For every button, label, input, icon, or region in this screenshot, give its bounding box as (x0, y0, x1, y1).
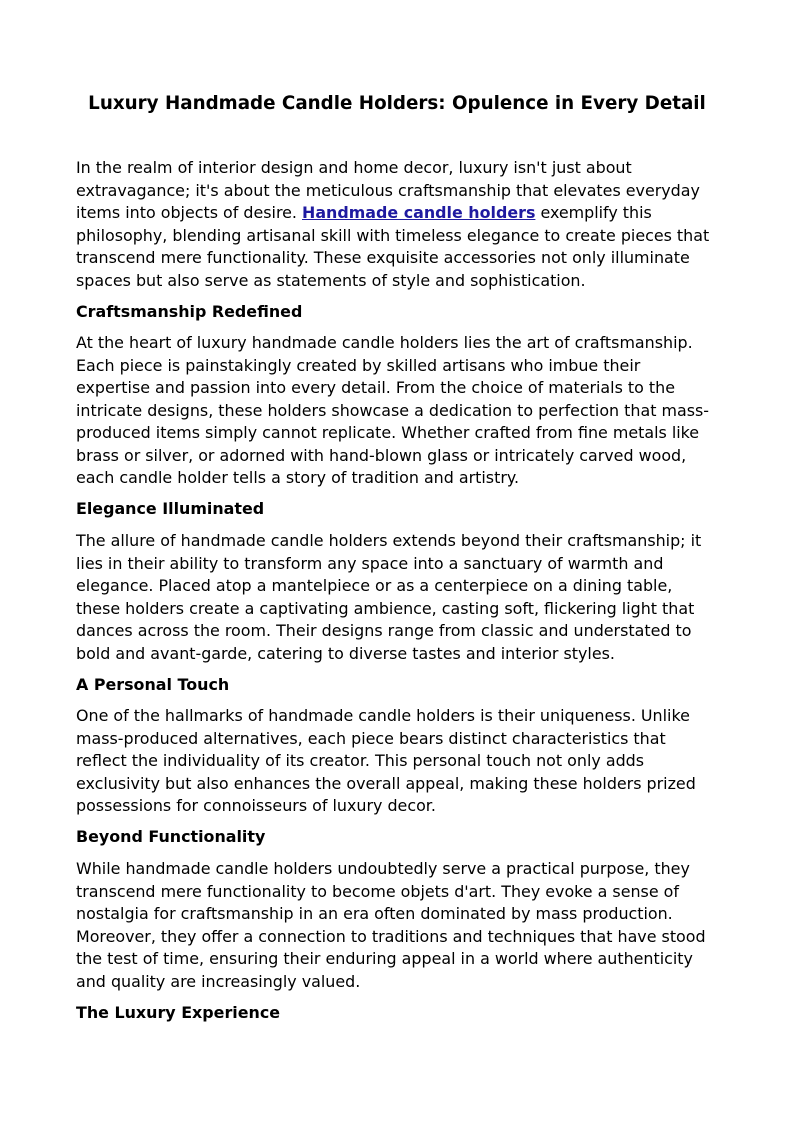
intro-line-3 (76, 202, 718, 225)
paragraph-line: possessions for connoisseurs of luxury decor. (76, 796, 436, 815)
paragraph-line: produced items simply cannot replicate. Whether crafted from fine metals like (76, 423, 700, 442)
intro-paragraph (76, 157, 718, 292)
intro-line-3-end: exemplify this (535, 203, 652, 222)
intro-line-2: extravagance; it's about the meticulous craftsmanship that elevates everyday (76, 180, 700, 200)
section-paragraph-personal-touch (76, 705, 718, 818)
paragraph-line: lies in their ability to transform any space into a sanctuary of warmth and (76, 553, 664, 573)
section-paragraph-beyond-functionality (76, 858, 718, 993)
paragraph-line: and quality are increasingly valued. (76, 971, 361, 991)
intro-line-3-start: items into objects of desire. (76, 203, 303, 222)
paragraph-line: intricate designs, these holders showcase a dedication to perfection that mass- (76, 400, 710, 420)
section-heading-luxury-experience: The Luxury Experience (76, 1003, 281, 1022)
paragraph-line: brass or silver, or adorned with hand-blown glass or intricately carved wood, (76, 445, 687, 465)
paragraph-line: nostalgia for craftsmanship in an era often dominated by mass production. (76, 904, 673, 923)
section-paragraph-elegance (76, 530, 718, 665)
paragraph-line: transcend mere functionality to become objets d'art. They evoke a sense of (76, 881, 679, 901)
intro-line-4: philosophy, blending artisanal skill with timeless elegance to create pieces that (76, 225, 710, 245)
handmade-candle-holders-link[interactable]: Handmade candle holders (302, 203, 536, 222)
page-title: Luxury Handmade Candle Holders: Opulence in Every Detail (88, 93, 706, 114)
section-heading-beyond-functionality: Beyond Functionality (76, 827, 266, 846)
paragraph-line: Each piece is painstakingly created by skilled artisans who imbue their (76, 355, 641, 375)
paragraph-line: At the heart of luxury handmade candle holders lies the art of craftsmanship. (76, 333, 693, 352)
paragraph-line: Moreover, they offer a connection to traditions and techniques that have stood (76, 926, 706, 946)
paragraph-line: The allure of handmade candle holders extends beyond their craftsmanship; it (76, 531, 702, 550)
paragraph-line: these holders create a captivating ambience, casting soft, flickering light that (76, 598, 695, 618)
paragraph-line: elegance. Placed atop a mantelpiece or as a centerpiece on a dining table, (76, 576, 673, 595)
paragraph-line: reflect the individuality of its creator. This personal touch not only adds (76, 751, 645, 770)
paragraph-line: exclusivity but also enhances the overall appeal, making these holders prized (76, 773, 696, 793)
intro-line-5: transcend mere functionality. These exquisite accessories not only illuminate (76, 248, 690, 267)
paragraph-line: bold and avant-garde, catering to diverse tastes and interior styles. (76, 643, 615, 663)
section-heading-personal-touch: A Personal Touch (76, 675, 230, 694)
intro-line-6: spaces but also serve as statements of style and sophistication. (76, 270, 586, 290)
section-heading-craftsmanship: Craftsmanship Redefined (76, 302, 303, 321)
paragraph-line: expertise and passion into every detail. From the choice of materials to the (76, 378, 676, 397)
paragraph-line: While handmade candle holders undoubtedly serve a practical purpose, they (76, 859, 690, 878)
paragraph-line: dances across the room. Their designs range from classic and understated to (76, 621, 692, 640)
paragraph-line: mass-produced alternatives, each piece bears distinct characteristics that (76, 728, 666, 748)
paragraph-line: each candle holder tells a story of tradition and artistry. (76, 468, 520, 487)
paragraph-line: the test of time, ensuring their enduring appeal in a world where authenticity (76, 949, 693, 968)
section-heading-elegance: Elegance Illuminated (76, 499, 265, 518)
paragraph-line: One of the hallmarks of handmade candle holders is their uniqueness. Unlike (76, 706, 690, 725)
intro-line-1: In the realm of interior design and home decor, luxury isn't just about (76, 158, 632, 177)
section-paragraph-craftsmanship (76, 332, 718, 490)
